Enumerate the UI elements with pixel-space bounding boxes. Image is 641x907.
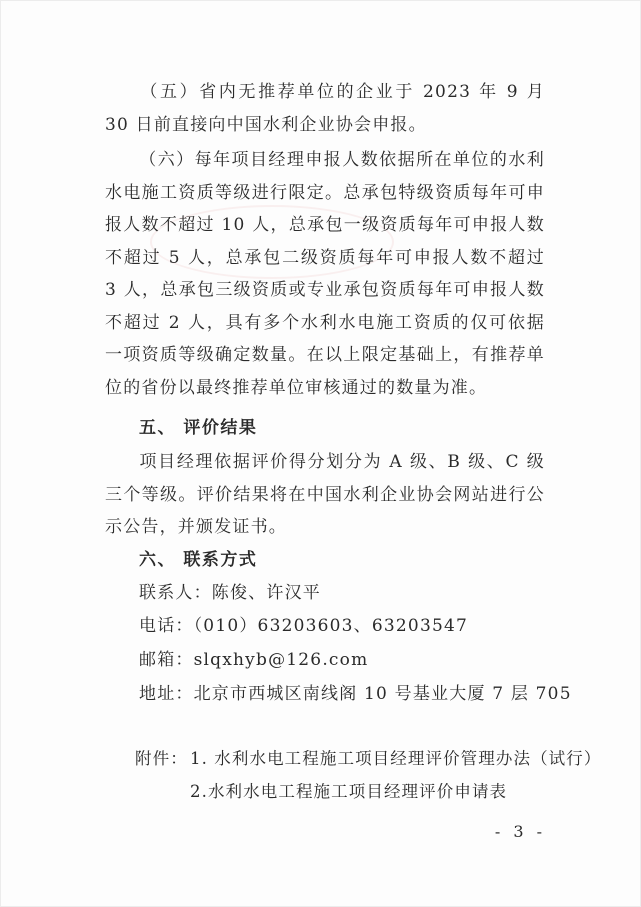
paragraph-item-6 (105, 144, 545, 404)
contact-address: 地址：北京市西城区南线阁 10 号基业大厦 7 层 705 (139, 684, 572, 704)
contact-phone: 电话：（010）63203603、63203547 (139, 616, 469, 636)
attachment-label: 附件： (135, 749, 188, 768)
paragraph-item-5 (105, 76, 545, 141)
section-heading-contact: 六、 联系方式 (139, 550, 258, 570)
attachment-item-1: 1. 水利水电工程施工项目经理评价管理办法（试行） (190, 749, 602, 768)
attachment-item-2: 2.水利水电工程施工项目经理评价申请表 (190, 782, 508, 801)
paragraph-evaluation-result (105, 446, 545, 544)
page-number: - 3 - (494, 822, 546, 841)
paragraph-item-5-text: （五）省内无推荐单位的企业于 2023 年 9 月 30 日前直接向中国水利企业协会申报。 (105, 82, 545, 135)
contact-email: 邮箱：slqxhyb@126.com (139, 650, 369, 670)
paragraph-item-6-text: （六）每年项目经理申报人数依据所在单位的水利水电施工资质等级进行限定。总承包特级资质每年可申报人数不超过 10 人，总承包一级资质每年可申报人数不超过 5 人，总承包二级资质每年可申报人数不超过 3 人，总承包三级资质或专业承包资质每年可申报人数不超过 2 人，具有多个水利水电施工资质的仅可依据一项资质等级确定数量。在以上限定基础上，有推荐单位的省份以最终推荐单位审核通过的数量为准。 (105, 150, 545, 398)
contact-person: 联系人：陈俊、许汉平 (139, 583, 321, 603)
paragraph-evaluation-result-text: 项目经理依据评价得分划分为 A 级、B 级、C 级三个等级。评价结果将在中国水利企业协会网站进行公示公告，并颁发证书。 (105, 452, 545, 537)
section-heading-evaluation-result: 五、 评价结果 (139, 418, 258, 438)
